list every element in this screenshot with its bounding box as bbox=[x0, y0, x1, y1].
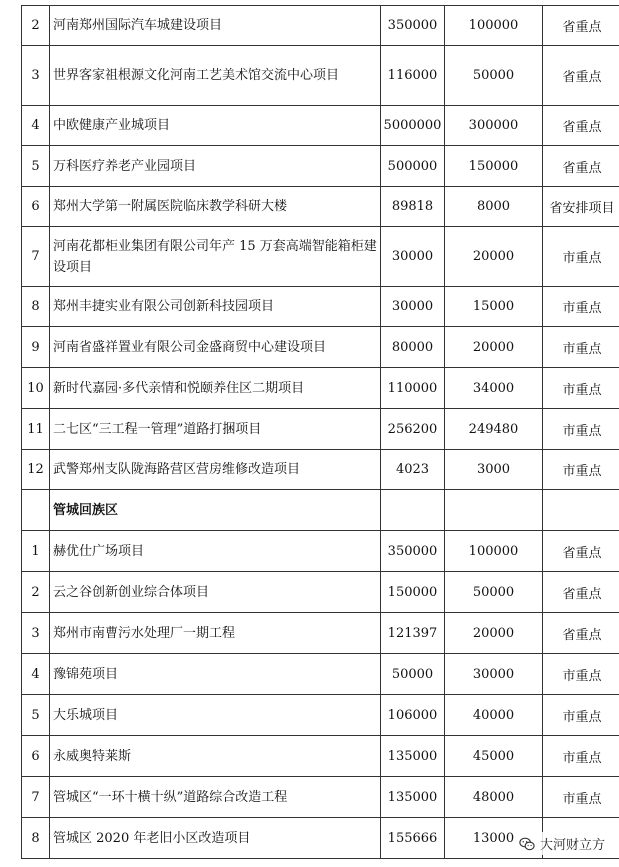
annual-investment: 48000 bbox=[445, 777, 543, 818]
table-row bbox=[22, 654, 619, 695]
project-name: 世界客家祖根源文化河南工艺美术馆交流中心项目 bbox=[50, 46, 381, 106]
total-investment: 50000 bbox=[381, 654, 445, 695]
project-name: 管城区“一环十横十纵”道路综合改造工程 bbox=[50, 777, 381, 818]
table-row bbox=[22, 106, 619, 146]
row-number: 2 bbox=[22, 6, 50, 46]
annual-investment: 30000 bbox=[445, 654, 543, 695]
project-name: 中欧健康产业城项目 bbox=[50, 106, 381, 146]
row-number bbox=[22, 490, 50, 531]
project-name: 云之谷创新创业综合体项目 bbox=[50, 572, 381, 613]
project-name: 河南花都柜业集团有限公司年产 15 万套高端智能箱柜建设项目 bbox=[50, 227, 381, 287]
table-row bbox=[22, 146, 619, 187]
table-row bbox=[22, 46, 619, 106]
row-number: 1 bbox=[22, 531, 50, 572]
annual-investment: 20000 bbox=[445, 227, 543, 287]
total-investment: 155666 bbox=[381, 818, 445, 859]
project-level bbox=[543, 490, 619, 531]
annual-investment: 15000 bbox=[445, 287, 543, 327]
annual-investment: 20000 bbox=[445, 327, 543, 368]
annual-investment: 100000 bbox=[445, 531, 543, 572]
table-row bbox=[22, 572, 619, 613]
project-level: 省重点 bbox=[543, 572, 619, 613]
row-number: 7 bbox=[22, 227, 50, 287]
project-level: 市重点 bbox=[543, 777, 619, 818]
annual-investment: 3000 bbox=[445, 450, 543, 490]
total-investment: 500000 bbox=[381, 146, 445, 187]
table-row bbox=[22, 368, 619, 409]
project-name: 赫优仕广场项目 bbox=[50, 531, 381, 572]
project-level: 省重点 bbox=[543, 106, 619, 146]
table-row bbox=[22, 450, 619, 490]
row-number: 3 bbox=[22, 46, 50, 106]
project-name: 郑州大学第一附属医院临床教学科研大楼 bbox=[50, 187, 381, 227]
total-investment: 30000 bbox=[381, 287, 445, 327]
project-name: 大乐城项目 bbox=[50, 695, 381, 736]
row-number: 5 bbox=[22, 146, 50, 187]
table-row bbox=[22, 613, 619, 654]
project-level: 省重点 bbox=[543, 46, 619, 106]
row-number: 4 bbox=[22, 106, 50, 146]
section-row bbox=[22, 490, 619, 531]
project-name: 永威奥特莱斯 bbox=[50, 736, 381, 777]
project-name: 管城回族区 bbox=[50, 490, 381, 531]
annual-investment: 45000 bbox=[445, 736, 543, 777]
row-number: 6 bbox=[22, 736, 50, 777]
project-level: 市重点 bbox=[543, 227, 619, 287]
total-investment: 80000 bbox=[381, 327, 445, 368]
row-number: 8 bbox=[22, 818, 50, 859]
annual-investment: 50000 bbox=[445, 572, 543, 613]
total-investment: 135000 bbox=[381, 777, 445, 818]
project-level: 省重点 bbox=[543, 146, 619, 187]
total-investment: 116000 bbox=[381, 46, 445, 106]
project-level: 市重点 bbox=[543, 287, 619, 327]
total-investment: 135000 bbox=[381, 736, 445, 777]
row-number: 5 bbox=[22, 695, 50, 736]
row-number: 2 bbox=[22, 572, 50, 613]
total-investment: 5000000 bbox=[381, 106, 445, 146]
project-level: 省安排项目 bbox=[543, 187, 619, 227]
row-number: 11 bbox=[22, 409, 50, 450]
watermark bbox=[514, 832, 609, 855]
row-number: 12 bbox=[22, 450, 50, 490]
table-row bbox=[22, 777, 619, 818]
table-row bbox=[22, 6, 619, 46]
project-name: 管城区 2020 年老旧小区改造项目 bbox=[50, 818, 381, 859]
table-row bbox=[22, 327, 619, 368]
annual-investment: 50000 bbox=[445, 46, 543, 106]
wechat-icon bbox=[518, 835, 536, 853]
annual-investment: 150000 bbox=[445, 146, 543, 187]
project-level: 省重点 bbox=[543, 6, 619, 46]
total-investment: 350000 bbox=[381, 6, 445, 46]
total-investment: 89818 bbox=[381, 187, 445, 227]
total-investment: 121397 bbox=[381, 613, 445, 654]
annual-investment: 34000 bbox=[445, 368, 543, 409]
project-level: 市重点 bbox=[543, 327, 619, 368]
total-investment bbox=[381, 490, 445, 531]
annual-investment: 249480 bbox=[445, 409, 543, 450]
project-level: 省重点 bbox=[543, 531, 619, 572]
annual-investment bbox=[445, 490, 543, 531]
total-investment: 256200 bbox=[381, 409, 445, 450]
total-investment: 30000 bbox=[381, 227, 445, 287]
row-number: 7 bbox=[22, 777, 50, 818]
row-number: 9 bbox=[22, 327, 50, 368]
project-level: 市重点 bbox=[543, 654, 619, 695]
project-table bbox=[21, 5, 619, 859]
annual-investment: 100000 bbox=[445, 6, 543, 46]
row-number: 6 bbox=[22, 187, 50, 227]
table-row bbox=[22, 736, 619, 777]
project-level: 市重点 bbox=[543, 409, 619, 450]
annual-investment: 300000 bbox=[445, 106, 543, 146]
project-name: 新时代嘉园·多代亲情和悦颐养住区二期项目 bbox=[50, 368, 381, 409]
table-row bbox=[22, 227, 619, 287]
annual-investment: 13000 bbox=[445, 818, 543, 859]
table-row bbox=[22, 695, 619, 736]
row-number: 10 bbox=[22, 368, 50, 409]
total-investment: 150000 bbox=[381, 572, 445, 613]
annual-investment: 8000 bbox=[445, 187, 543, 227]
project-name: 郑州市南曹污水处理厂一期工程 bbox=[50, 613, 381, 654]
project-name: 河南郑州国际汽车城建设项目 bbox=[50, 6, 381, 46]
annual-investment: 20000 bbox=[445, 613, 543, 654]
project-level: 市重点 bbox=[543, 736, 619, 777]
table-row bbox=[22, 409, 619, 450]
total-investment: 4023 bbox=[381, 450, 445, 490]
project-level: 市重点 bbox=[543, 695, 619, 736]
project-name: 郑州丰捷实业有限公司创新科技园项目 bbox=[50, 287, 381, 327]
project-level: 市重点 bbox=[543, 450, 619, 490]
row-number: 3 bbox=[22, 613, 50, 654]
total-investment: 106000 bbox=[381, 695, 445, 736]
project-name: 万科医疗养老产业园项目 bbox=[50, 146, 381, 187]
watermark-text: 大河财立方 bbox=[539, 838, 605, 853]
project-name: 二七区“三工程一管理”道路打捆项目 bbox=[50, 409, 381, 450]
total-investment: 110000 bbox=[381, 368, 445, 409]
table-row bbox=[22, 531, 619, 572]
total-investment: 350000 bbox=[381, 531, 445, 572]
project-level: 省重点 bbox=[543, 613, 619, 654]
project-level: 市重点 bbox=[543, 368, 619, 409]
annual-investment: 40000 bbox=[445, 695, 543, 736]
table-row bbox=[22, 287, 619, 327]
row-number: 8 bbox=[22, 287, 50, 327]
project-name: 武警郑州支队陇海路营区营房维修改造项目 bbox=[50, 450, 381, 490]
project-name: 豫锦苑项目 bbox=[50, 654, 381, 695]
table-row bbox=[22, 187, 619, 227]
row-number: 4 bbox=[22, 654, 50, 695]
project-name: 河南省盛祥置业有限公司金盛商贸中心建设项目 bbox=[50, 327, 381, 368]
